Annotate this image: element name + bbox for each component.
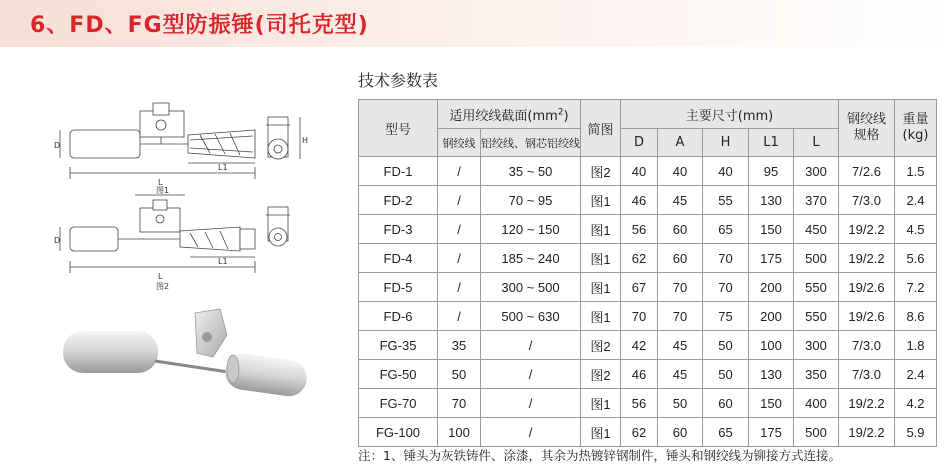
table-row xyxy=(359,418,937,447)
table-cell: 7/2.6 xyxy=(839,157,895,186)
table-cell: 500 ~ 630 xyxy=(481,302,581,331)
table-cell: 5.6 xyxy=(895,244,937,273)
table-cell: FG-35 xyxy=(359,331,438,360)
table-cell: FG-100 xyxy=(359,418,438,447)
table-cell: 55 xyxy=(703,186,749,215)
product-photo xyxy=(55,305,315,415)
header-d: D xyxy=(621,129,658,157)
table-cell: 70 xyxy=(703,244,749,273)
table-cell: 500 xyxy=(794,418,839,447)
table-cell: 1.5 xyxy=(895,157,937,186)
table-cell: 130 xyxy=(749,360,794,389)
table-row xyxy=(359,186,937,215)
header-a: A xyxy=(658,129,703,157)
table-cell: 7/3.0 xyxy=(839,360,895,389)
table-cell: 95 xyxy=(749,157,794,186)
table-cell: / xyxy=(438,302,481,331)
table-cell: / xyxy=(438,186,481,215)
table-cell: 150 xyxy=(749,215,794,244)
dim-d-label-1: D xyxy=(54,141,61,150)
table-cell: 60 xyxy=(658,244,703,273)
header-dimensions: 主要尺寸(mm) xyxy=(621,100,839,129)
table-cell: 图1 xyxy=(581,244,621,273)
table-cell: 62 xyxy=(621,244,658,273)
table-cell: / xyxy=(481,418,581,447)
dim-l1-label-2: L1 xyxy=(218,257,228,266)
table-cell: 70 xyxy=(438,389,481,418)
table-cell: 40 xyxy=(703,157,749,186)
table-cell: 图2 xyxy=(581,331,621,360)
table-cell: 350 xyxy=(794,360,839,389)
table-cell: 70 xyxy=(703,273,749,302)
table-cell: 图1 xyxy=(581,418,621,447)
fig1-label: 图1 xyxy=(156,186,170,195)
dim-d-label-2: D xyxy=(54,236,61,245)
table-title: 技术参数表 xyxy=(358,71,439,90)
header-steel-spec: 钢绞线 规格 xyxy=(839,100,895,157)
header-h: H xyxy=(703,129,749,157)
table-cell: 200 xyxy=(749,302,794,331)
table-cell: 175 xyxy=(749,418,794,447)
table-cell: 图1 xyxy=(581,273,621,302)
table-cell: 400 xyxy=(794,389,839,418)
table-cell: 2.4 xyxy=(895,360,937,389)
table-cell: FD-1 xyxy=(359,157,438,186)
table-cell: 150 xyxy=(749,389,794,418)
table-cell: 300 ~ 500 xyxy=(481,273,581,302)
table-cell: 75 xyxy=(703,302,749,331)
header-weight: 重量 (kg) xyxy=(895,100,937,157)
table-cell: 70 xyxy=(621,302,658,331)
table-cell: 4.5 xyxy=(895,215,937,244)
table-cell: FD-4 xyxy=(359,244,438,273)
table-cell: 65 xyxy=(703,215,749,244)
table-cell: 50 xyxy=(703,331,749,360)
dim-h-label: H xyxy=(302,136,309,145)
table-cell: 62 xyxy=(621,418,658,447)
table-cell: 70 xyxy=(658,302,703,331)
table-cell: 图1 xyxy=(581,215,621,244)
table-cell: 图2 xyxy=(581,360,621,389)
table-cell: 19/2.6 xyxy=(839,302,895,331)
table-cell: 19/2.2 xyxy=(839,244,895,273)
table-cell: 450 xyxy=(794,215,839,244)
fig2-label: 图2 xyxy=(156,282,170,291)
table-cell: 50 xyxy=(438,360,481,389)
section-title: 6、FD、FG型防振锤(司托克型) xyxy=(30,13,369,38)
table-cell: / xyxy=(481,331,581,360)
table-cell: 70 ~ 95 xyxy=(481,186,581,215)
note-text: 注：1、锤头为灰铁铸件、涂漆，其余为热镀锌钢制件，锤头和钢绞线为铆接方式连接。 xyxy=(358,448,841,463)
table-cell: 46 xyxy=(621,360,658,389)
section-header xyxy=(0,0,950,47)
table-row xyxy=(359,302,937,331)
dim-l1-label-1: L1 xyxy=(218,163,228,172)
table-cell: 45 xyxy=(658,186,703,215)
table-cell: 500 xyxy=(794,244,839,273)
table-cell: 370 xyxy=(794,186,839,215)
table-row xyxy=(359,244,937,273)
table-cell: 120 ~ 150 xyxy=(481,215,581,244)
table-cell: / xyxy=(438,244,481,273)
header-figure: 简图 xyxy=(581,100,621,157)
table-cell: 200 xyxy=(749,273,794,302)
table-cell: 65 xyxy=(703,418,749,447)
table-cell: FG-50 xyxy=(359,360,438,389)
table-cell: 35 ~ 50 xyxy=(481,157,581,186)
table-cell: 60 xyxy=(658,418,703,447)
table-cell: 130 xyxy=(749,186,794,215)
table-row xyxy=(359,273,937,302)
technical-drawing xyxy=(40,95,320,295)
table-cell: 300 xyxy=(794,157,839,186)
table-cell: 100 xyxy=(438,418,481,447)
table-cell: 550 xyxy=(794,273,839,302)
table-cell: 45 xyxy=(658,331,703,360)
table-cell: / xyxy=(438,157,481,186)
table-cell: 67 xyxy=(621,273,658,302)
table-cell: 2.4 xyxy=(895,186,937,215)
table-cell: 19/2.2 xyxy=(839,215,895,244)
table-cell: 图1 xyxy=(581,186,621,215)
table-cell: 7/3.0 xyxy=(839,186,895,215)
table-cell: 46 xyxy=(621,186,658,215)
table-row xyxy=(359,331,937,360)
table-row xyxy=(359,215,937,244)
table-cell: / xyxy=(481,360,581,389)
table-cell: 175 xyxy=(749,244,794,273)
table-row xyxy=(359,360,937,389)
table-cell: 35 xyxy=(438,331,481,360)
table-cell: 4.2 xyxy=(895,389,937,418)
table-cell: 56 xyxy=(621,215,658,244)
header-model: 型号 xyxy=(359,100,438,157)
header-section: 适用绞线截面$(mm^2)$ xyxy=(438,100,581,129)
table-cell: 50 xyxy=(658,389,703,418)
header-al-wire: 铝绞线、钢芯铝绞线 xyxy=(481,129,581,157)
table-cell: 60 xyxy=(703,389,749,418)
header-steel-wire: 钢绞线 xyxy=(438,129,481,157)
table-cell: 40 xyxy=(658,157,703,186)
header-l: L xyxy=(794,129,839,157)
table-cell: / xyxy=(481,389,581,418)
table-cell: 5.9 xyxy=(895,418,937,447)
table-cell: 185 ~ 240 xyxy=(481,244,581,273)
table-cell: FD-5 xyxy=(359,273,438,302)
dim-l-label-2: L xyxy=(158,272,163,281)
table-cell: 300 xyxy=(794,331,839,360)
table-cell: / xyxy=(438,215,481,244)
table-cell: 图1 xyxy=(581,389,621,418)
table-cell: 550 xyxy=(794,302,839,331)
table-cell: 56 xyxy=(621,389,658,418)
table-cell: 19/2.2 xyxy=(839,418,895,447)
table-cell: 42 xyxy=(621,331,658,360)
table-cell: FD-2 xyxy=(359,186,438,215)
table-cell: 60 xyxy=(658,215,703,244)
table-cell: FG-70 xyxy=(359,389,438,418)
table-cell: 1.8 xyxy=(895,331,937,360)
table-cell: / xyxy=(438,273,481,302)
table-cell: 50 xyxy=(703,360,749,389)
table-cell: 19/2.6 xyxy=(839,273,895,302)
table-cell: 40 xyxy=(621,157,658,186)
table-cell: FD-3 xyxy=(359,215,438,244)
table-row xyxy=(359,389,937,418)
header-l1: L1 xyxy=(749,129,794,157)
spec-table xyxy=(358,99,937,447)
table-cell: 70 xyxy=(658,273,703,302)
table-cell: 19/2.2 xyxy=(839,389,895,418)
table-cell: 图2 xyxy=(581,157,621,186)
table-cell: 图1 xyxy=(581,302,621,331)
table-row xyxy=(359,157,937,186)
table-cell: 7/3.0 xyxy=(839,331,895,360)
table-cell: 8.6 xyxy=(895,302,937,331)
table-cell: 7.2 xyxy=(895,273,937,302)
table-cell: 45 xyxy=(658,360,703,389)
table-cell: 100 xyxy=(749,331,794,360)
table-cell: FD-6 xyxy=(359,302,438,331)
dim-l-label-1: L xyxy=(158,178,163,187)
